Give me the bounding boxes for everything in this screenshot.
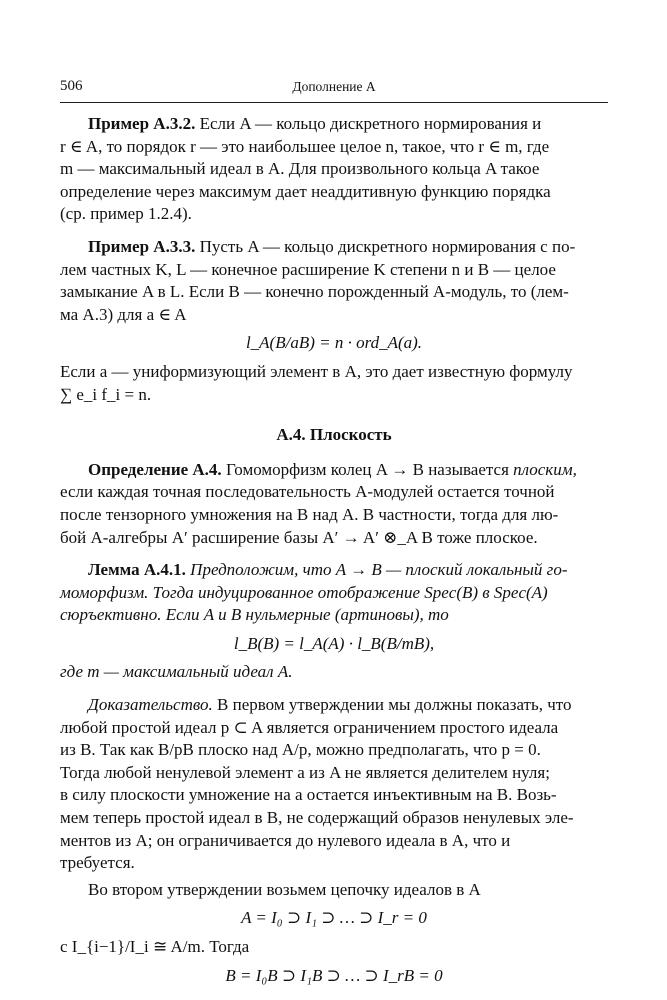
text-line: требуется.: [60, 853, 135, 873]
page-header: [60, 76, 608, 103]
text-line: если каждая точная последовательность A-модулей остается точной: [60, 482, 555, 502]
defined-term: плоским,: [513, 459, 577, 479]
text-line: В первом утверждении мы должны показать, что: [217, 695, 572, 715]
text-line: Если a — униформизующий элемент в A, это дает известную формулу: [60, 361, 573, 381]
example-a-3-2: [60, 113, 608, 226]
text-line: (ср. пример 1.2.4).: [60, 204, 192, 224]
text-line: с I_{i−1}/I_i ≅ A/m. Тогда: [60, 937, 250, 956]
running-title: Дополнение A: [292, 79, 376, 94]
proof-label: Доказательство.: [88, 695, 213, 715]
page-body: [60, 113, 608, 993]
text-line: мем теперь простой идеал в B, не содержащий образов ненулевых эле-: [60, 808, 574, 828]
formula: B = I₀B ⊃ I₁B ⊃ … ⊃ I_rB = 0: [225, 965, 443, 985]
example-label: Пример A.3.3.: [88, 236, 196, 256]
text-line: любой простой идеал p ⊂ A является ограничением простого идеала: [60, 717, 559, 737]
lemma-a-4-1: [60, 559, 608, 684]
definition-label: Определение A.4.: [88, 459, 222, 479]
text-line: сюръективно. Если A и B нульмерные (артиновы), то: [60, 605, 449, 625]
text-line: ментов из A; он ограничивается до нулевого идеала в A, что и: [60, 830, 511, 850]
text-line: из B. Так как B/pB плоско над A/p, можно предполагать, что p = 0.: [60, 740, 541, 760]
proof: [60, 694, 608, 987]
text-line: r ∈ A, то порядок r — это наибольшее целое n, такое, что r ∈ m, где: [60, 136, 550, 156]
text-line: бой A-алгебры A′ расширение базы A′ → A′ ⊗_A B тоже плоское.: [60, 527, 538, 547]
text-line: Если A — кольцо дискретного нормирования и: [199, 114, 542, 133]
text-line: Тогда любой ненулевой элемент a из A не является делителем нуля;: [60, 762, 550, 782]
text-line: моморфизм. Тогда индуцированное отображение Spec(B) в Spec(A): [60, 582, 548, 602]
text-line: после тензорного умножения на B над A. В частности, тогда для лю-: [60, 504, 559, 524]
text-line: замыкание A в L. Если B — конечно порожденный A-модуль, то (лем-: [60, 282, 569, 302]
text-line: в силу плоскости умножение на a остается инъективным на B. Возь-: [60, 785, 557, 805]
text-line: m — максимальный идеал в A. Для произвольного кольца A такое: [60, 159, 540, 179]
text-line: лем частных K, L — конечное расширение K степени n и B — целое: [60, 259, 556, 279]
formula: l_B(B) = l_A(A) · l_B(B/mB),: [233, 633, 435, 653]
formula: A = I₀ ⊃ I₁ ⊃ … ⊃ I_r = 0: [241, 908, 427, 928]
definition-a-4: [60, 459, 608, 549]
section-title: A.4. Плоскость: [276, 425, 392, 445]
text-line: Пусть A — кольцо дискретного нормирования с по-: [199, 236, 576, 256]
text-line: определение через максимум дает неаддитивную функцию порядка: [60, 181, 551, 201]
example-label: Пример A.3.2.: [88, 114, 196, 133]
text-line: ∑ e_i f_i = n.: [60, 384, 152, 404]
text-line: Предположим, что A → B — плоский локальный го-: [190, 560, 568, 580]
text-line: где m — максимальный идеал A.: [60, 662, 293, 682]
page-number: 506: [60, 78, 83, 94]
text-line: Во втором утверждении возьмем цепочку идеалов в A: [88, 879, 481, 899]
text-line: ма A.3) для a ∈ A: [60, 304, 187, 324]
example-a-3-3: [60, 236, 608, 406]
formula: l_A(B/aB) = n · ord_A(a).: [245, 333, 423, 353]
lemma-label: Лемма A.4.1.: [88, 560, 186, 580]
text-line: Гомоморфизм колец A → B называется: [225, 459, 509, 479]
